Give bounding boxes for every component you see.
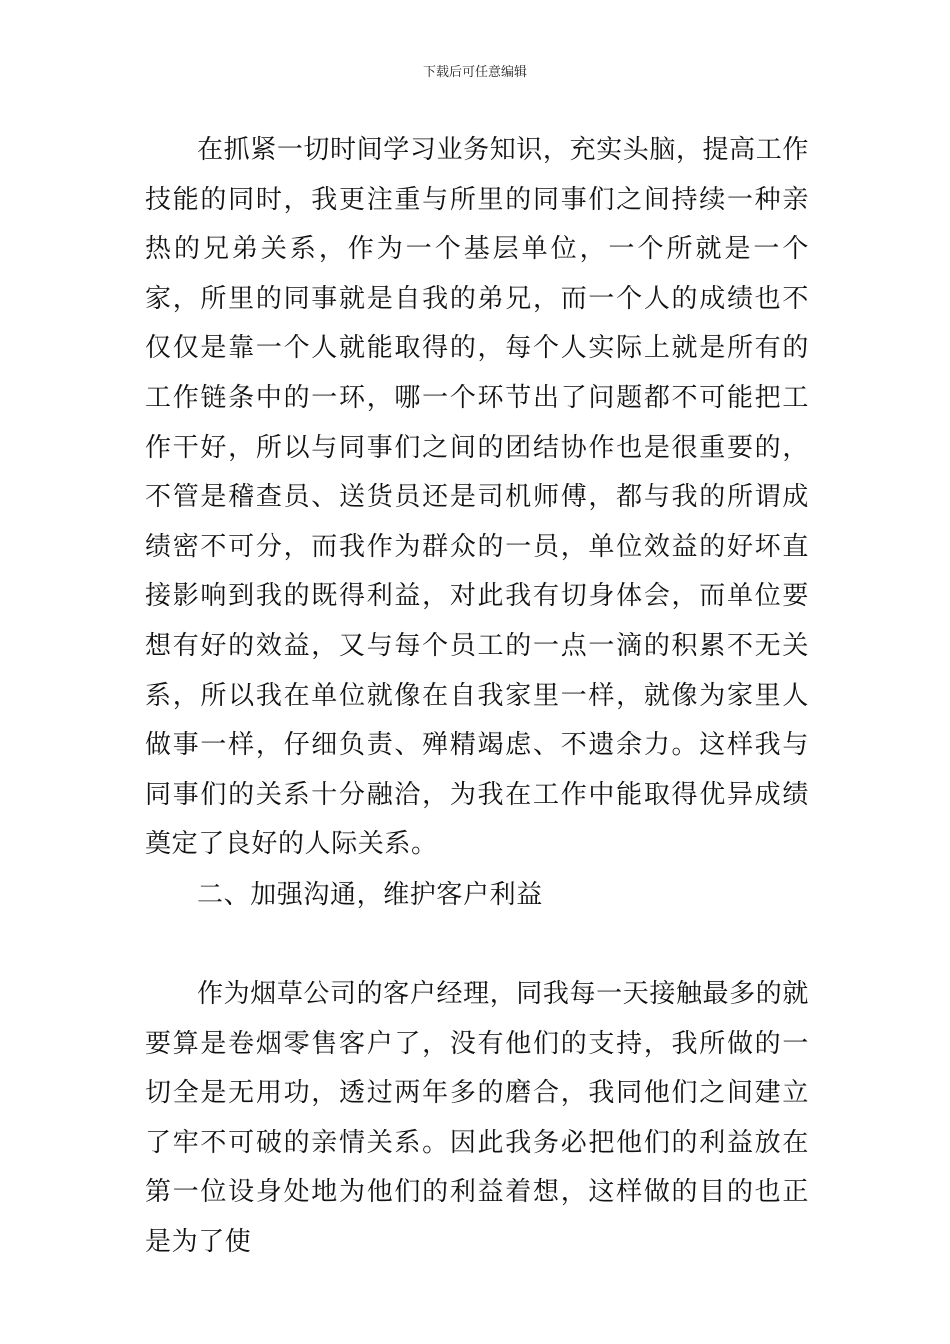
body-paragraph-1: 在抓紧一切时间学习业务知识，充实头脑，提高工作技能的同时，我更注重与所里的同事们之间持续一种亲热的兄弟关系，作为一个基层单位，一个所就是一个家，所里的同事就是自我的弟兄，而一个人的成绩也不仅仅是靠一个人就能取得的，每个人实际上就是所有的工作链条中的一环，哪一个环节出了问题都不可能把工作干好，所以与同事们之间的团结协作也是很重要的，不管是稽查员、送货员还是司机师傅，都与我的所谓成绩密不可分，而我作为群众的一员，单位效益的好坏直接影响到我的既得利益，对此我有切身体会，而单位要想有好的效益，又与每个员工的一点一滴的积累不无关系，所以我在单位就像在自我家里一样，就像为家里人做事一样，仔细负责、殚精竭虑、不遗余力。这样我与同事们的关系十分融洽，为我在工作中能取得优异成绩奠定了良好的人际关系。 xyxy=(145,135,809,860)
section-heading: 二、加强沟通，维护客户利益 xyxy=(197,880,543,910)
body-paragraph-2: 作为烟草公司的客户经理，同我每一天接触最多的就要算是卷烟零售客户了，没有他们的支持，我所做的一切全是无用功，透过两年多的磨合，我同他们之间建立了牢不可破的亲情关系。因此我务必把他们的利益放在第一位设身处地为他们的利益着想，这样做的目的也正是为了使 xyxy=(145,979,809,1257)
page-header-note: 下载后可任意编辑 xyxy=(422,65,527,80)
